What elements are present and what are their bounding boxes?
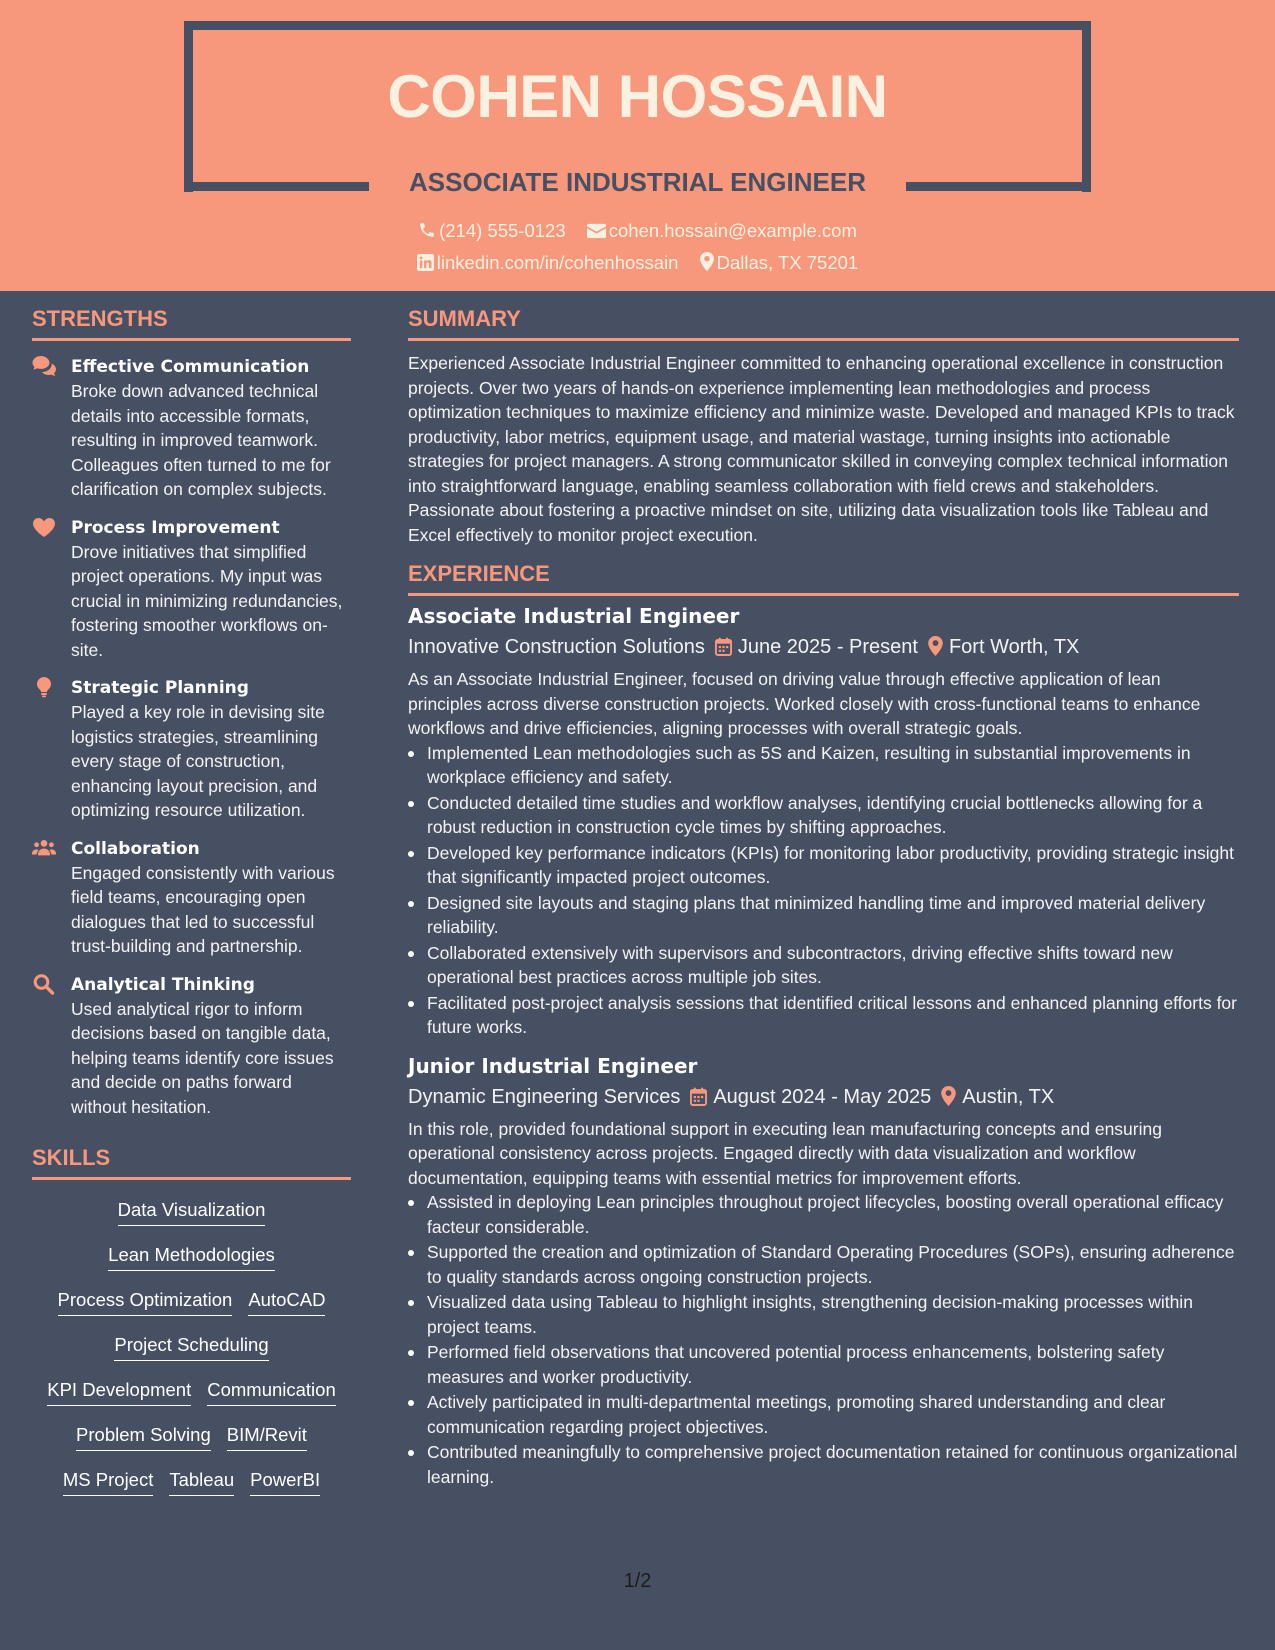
contact-email[interactable] — [587, 220, 857, 242]
job-title: Associate Industrial Engineer — [408, 604, 740, 628]
calendar-icon — [690, 1087, 707, 1106]
users-icon — [32, 837, 56, 859]
skill-tag: KPI Development — [47, 1378, 191, 1406]
job-dates — [690, 1083, 931, 1111]
strength-item — [32, 516, 351, 663]
contact-phone[interactable] — [418, 220, 566, 242]
phone-text: (214) 555-0123 — [439, 220, 566, 241]
skill-row — [32, 1423, 351, 1452]
summary-title: SUMMARY — [408, 306, 521, 331]
email-text: cohen.hossain@example.com — [608, 220, 857, 241]
strength-title: Analytical Thinking — [71, 974, 255, 995]
job-meta — [408, 633, 1239, 661]
job-bullet: Facilitated post-project analysis sessions that identified critical lessons and enhanced planning efforts for future works. — [408, 991, 1239, 1040]
phone-icon — [418, 221, 436, 239]
skill-tag: BIM/Revit — [227, 1423, 307, 1451]
linkedin-icon — [417, 254, 434, 271]
skill-row — [32, 1333, 351, 1362]
skill-tag: Lean Methodologies — [108, 1243, 275, 1271]
skill-tag: MS Project — [63, 1468, 153, 1496]
experience-list — [408, 602, 1239, 1489]
skill-tag: Problem Solving — [76, 1423, 211, 1451]
job-dates — [715, 633, 918, 661]
skill-tag: Data Visualization — [118, 1198, 266, 1226]
skill-row — [32, 1378, 351, 1407]
job-bullet: Performed field observations that uncovered potential process enhancements, bolstering safety measures and worker productivity. — [408, 1340, 1239, 1389]
candidate-role: ASSOCIATE INDUSTRIAL ENGINEER — [409, 167, 866, 197]
candidate-name: COHEN HOSSAIN — [387, 63, 888, 130]
page-number: 1/2 — [623, 1570, 652, 1592]
map-marker-icon — [700, 252, 714, 271]
comments-icon — [32, 355, 56, 377]
job-bullet: Conducted detailed time studies and workflow analyses, identifying crucial bottlenecks allowing for a robust reduction in construction cycle times by shifting approaches. — [408, 791, 1239, 840]
skill-tag: AutoCAD — [248, 1288, 325, 1316]
job-bullet: Designed site layouts and staging plans that minimized handling time and improved material delivery reliability. — [408, 891, 1239, 940]
skills-divider — [32, 1177, 351, 1180]
job-description: In this role, provided foundational support in executing lean manufacturing concepts and ensuring operational consistency across projects. Engaged directly with data visualization and workflow documentation, equipping teams with essential metrics for improvement efforts. — [408, 1118, 1162, 1188]
job-title: Junior Industrial Engineer — [408, 1053, 698, 1078]
job-dates-text: August 2024 - May 2025 — [713, 1085, 932, 1108]
strengths-divider — [32, 338, 351, 341]
map-marker-icon — [928, 636, 943, 656]
resume-header — [0, 0, 1275, 291]
experience-divider — [408, 593, 1239, 596]
contact-row-1 — [0, 220, 1275, 242]
search-icon — [32, 973, 56, 995]
skill-row — [32, 1198, 351, 1227]
email-icon — [587, 223, 606, 239]
strength-description: Engaged consistently with various field teams, encouraging open dialogues that led to successful trust-building and partnership. — [71, 862, 335, 956]
job-location-text: Fort Worth, TX — [948, 636, 1080, 658]
job-company: Innovative Construction Solutions — [408, 636, 705, 658]
strength-item — [32, 973, 351, 1120]
skills-list — [32, 1198, 351, 1497]
skill-tag: Tableau — [169, 1468, 234, 1496]
skill-tag: Project Scheduling — [114, 1333, 268, 1361]
contact-location — [700, 252, 859, 274]
strength-description: Broke down advanced technical details into accessible formats, resulting in improved teamwork. Colleagues often turned to me for clarification on complex subjects. — [71, 381, 331, 499]
strength-title: Collaboration — [71, 838, 200, 859]
strength-title: Strategic Planning — [71, 678, 249, 698]
job-meta — [408, 1083, 1239, 1111]
summary-divider — [408, 338, 1239, 341]
job-bullet: Supported the creation and optimization of Standard Operating Procedures (SOPs), ensuring adherence to quality standards across ongoing construction projects. — [408, 1240, 1239, 1289]
strengths-title: STRENGTHS — [32, 306, 168, 331]
map-marker-icon — [941, 1086, 956, 1106]
heart-icon — [32, 516, 56, 538]
experience-title: EXPERIENCE — [408, 561, 550, 586]
skill-tag: Communication — [207, 1378, 336, 1406]
job-bullet: Implemented Lean methodologies such as 5S and Kaizen, resulting in substantial improvements in workplace efficiency and safety. — [408, 741, 1239, 790]
location-text: Dallas, TX 75201 — [716, 252, 859, 273]
lightbulb-icon — [32, 676, 56, 698]
strength-description: Played a key role in devising site logistics strategies, streamlining every stage of construction, enhancing layout precision, and optimizing resource utilization. — [71, 702, 325, 820]
linkedin-text: linkedin.com/in/cohenhossain — [436, 252, 679, 273]
skill-tag: Process Optimization — [58, 1288, 233, 1316]
skills-title: SKILLS — [32, 1145, 111, 1170]
left-column — [32, 306, 351, 1513]
strength-description: Drove initiatives that simplified project operations. My input was crucial in minimizing redundancies, fostering smoother workflows on-site. — [71, 541, 343, 660]
job-bullets — [408, 1190, 1239, 1489]
job-bullet: Actively participated in multi-departmental meetings, promoting shared understanding and clear communication regarding project objectives. — [408, 1390, 1239, 1439]
job-description: As an Associate Industrial Engineer, focused on driving value through effective application of lean principles across diverse construction projects. Worked closely with cross-functional teams to enhance workflows and drive efficiencies, aligning processes with overall strategic goals. — [408, 669, 1201, 738]
strength-title: Process Improvement — [71, 517, 280, 538]
contact-linkedin[interactable] — [417, 252, 679, 274]
skill-row — [32, 1288, 351, 1317]
skill-row — [32, 1468, 351, 1497]
job-bullet: Collaborated extensively with supervisors and subcontractors, driving effective shifts toward new operational best practices across multiple job sites. — [408, 941, 1239, 990]
job-entry — [408, 602, 1239, 1040]
job-location-text: Austin, TX — [962, 1085, 1055, 1108]
job-dates-text: June 2025 - Present — [737, 636, 918, 658]
strength-item — [32, 676, 351, 823]
right-column — [408, 306, 1239, 1490]
skill-row — [32, 1243, 351, 1272]
strength-item — [32, 837, 351, 959]
job-location — [928, 633, 1079, 661]
strength-title: Effective Communication — [71, 357, 310, 377]
strength-description: Used analytical rigor to inform decisions based on tangible data, helping teams identify core issues and decide on paths forward without hesitation. — [71, 998, 334, 1117]
job-entry — [408, 1052, 1239, 1490]
job-bullet: Contributed meaningfully to comprehensive project documentation retained for continuous organizational learning. — [408, 1440, 1239, 1489]
job-bullet: Developed key performance indicators (KPIs) for monitoring labor productivity, providing strategic insight that significantly impacted project outcomes. — [408, 841, 1239, 890]
job-company: Dynamic Engineering Services — [408, 1085, 681, 1108]
job-bullets — [408, 741, 1239, 1040]
contact-row-2 — [0, 252, 1275, 274]
job-bullet: Visualized data using Tableau to highlight insights, strengthening decision-making processes within project teams. — [408, 1290, 1239, 1339]
summary-text: Experienced Associate Industrial Engineer committed to enhancing operational excellence in construction projects. Over two years of hands-on experience implementing lean methodologies and process optimization techniques to maximize efficiency and minimize waste. Developed and managed KPIs to track productivity, labor metrics, equipment usage, and material wastage, turning insights into actionable strategies for project managers. A strong communicator skilled in conveying complex technical information into straightforward language, enabling seamless collaboration with field crews and stakeholders. Passionate about fostering a proactive mindset on site, utilizing data visualization tools like Tableau and Excel effectively to monitor project execution. — [408, 353, 1235, 545]
calendar-icon — [715, 637, 732, 656]
job-bullet: Assisted in deploying Lean principles throughout project lifecycles, boosting overall operational efficacy facteur considerable. — [408, 1190, 1239, 1239]
strength-item — [32, 355, 351, 502]
skill-tag: PowerBI — [250, 1468, 320, 1496]
job-location — [941, 1083, 1054, 1111]
